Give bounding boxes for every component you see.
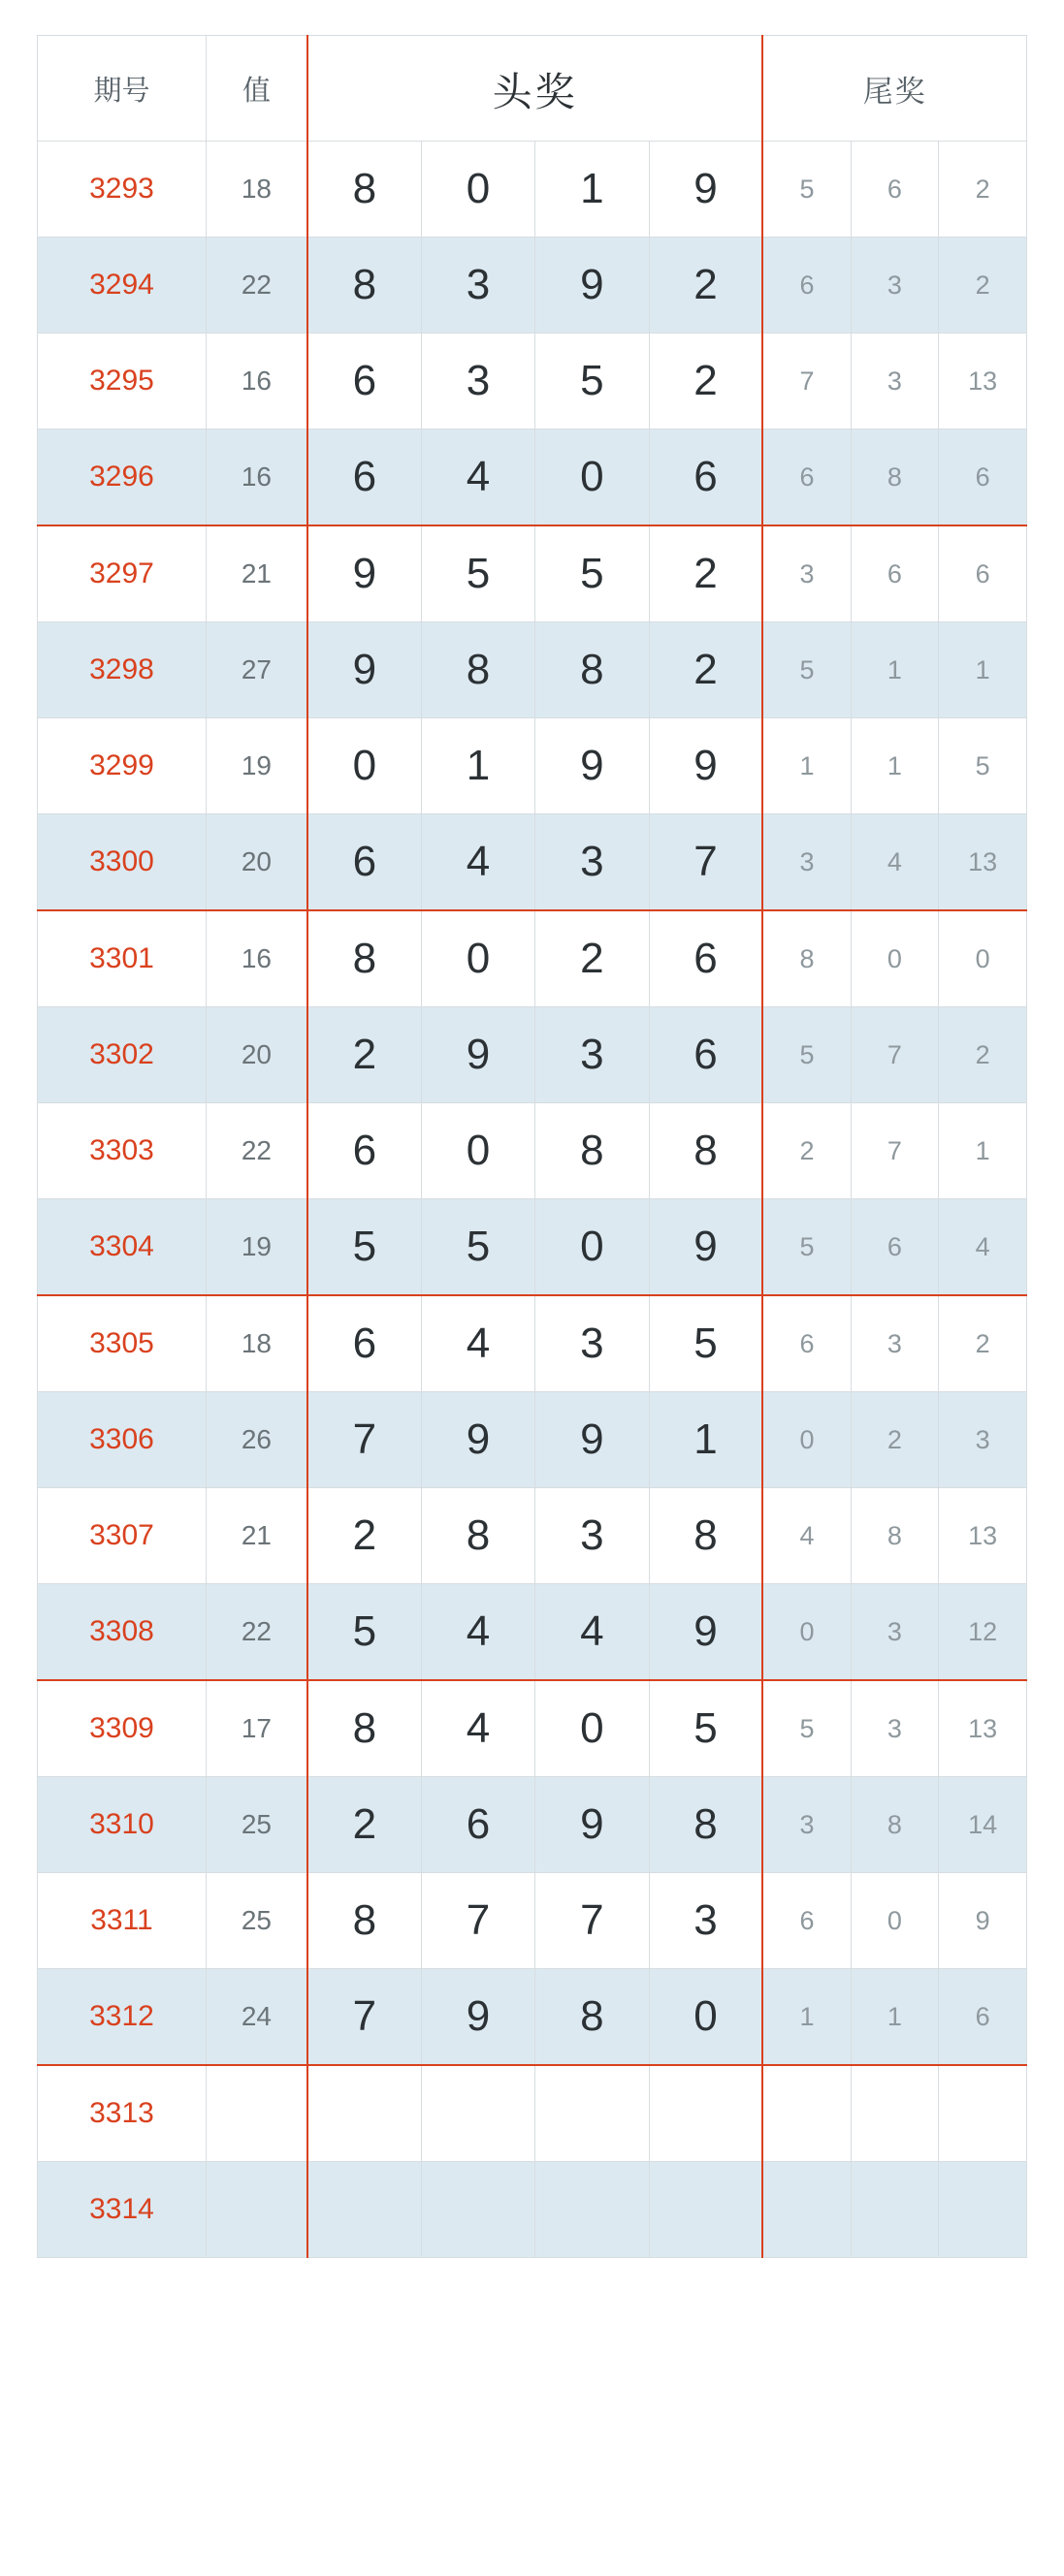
cell-value: 19 xyxy=(206,718,307,814)
cell-issue: 3299 xyxy=(38,718,207,814)
cell-value: 20 xyxy=(206,814,307,911)
cell-main-digit: 8 xyxy=(649,1103,762,1199)
cell-tail-number: 3 xyxy=(851,238,939,334)
cell-main-digit: 3 xyxy=(535,1295,649,1392)
cell-main-digit: 4 xyxy=(421,814,534,911)
cell-main-digit: 5 xyxy=(307,1199,421,1296)
cell-tail-number: 6 xyxy=(762,429,851,526)
cell-tail-number: 0 xyxy=(762,1392,851,1488)
cell-value: 22 xyxy=(206,238,307,334)
cell-tail-number xyxy=(939,2065,1027,2162)
cell-issue: 3301 xyxy=(38,910,207,1007)
cell-main-digit: 3 xyxy=(649,1873,762,1969)
cell-issue: 3293 xyxy=(38,142,207,238)
cell-main-digit: 8 xyxy=(307,1680,421,1777)
cell-main-digit xyxy=(421,2065,534,2162)
cell-main-digit xyxy=(535,2162,649,2258)
cell-tail-number: 6 xyxy=(762,1295,851,1392)
header-issue: 期号 xyxy=(38,36,207,142)
cell-tail-number: 8 xyxy=(851,1777,939,1873)
cell-main-digit: 8 xyxy=(535,1969,649,2066)
table-row xyxy=(38,1295,1027,1392)
cell-issue: 3307 xyxy=(38,1488,207,1584)
cell-tail-number: 6 xyxy=(851,1199,939,1296)
cell-main-digit: 6 xyxy=(649,429,762,526)
cell-main-digit: 8 xyxy=(421,622,534,718)
cell-value: 18 xyxy=(206,1295,307,1392)
cell-main-digit: 3 xyxy=(421,334,534,429)
cell-tail-number: 6 xyxy=(762,1873,851,1969)
cell-issue: 3295 xyxy=(38,334,207,429)
cell-tail-number: 6 xyxy=(939,1969,1027,2066)
cell-main-digit: 1 xyxy=(421,718,534,814)
cell-main-digit xyxy=(307,2065,421,2162)
cell-main-digit: 9 xyxy=(535,238,649,334)
cell-tail-number: 7 xyxy=(762,334,851,429)
cell-value: 27 xyxy=(206,622,307,718)
cell-main-digit xyxy=(535,2065,649,2162)
cell-issue: 3300 xyxy=(38,814,207,911)
cell-tail-number: 2 xyxy=(939,1007,1027,1103)
header-row xyxy=(38,36,1027,142)
cell-main-digit: 5 xyxy=(535,334,649,429)
cell-main-digit: 6 xyxy=(649,1007,762,1103)
cell-issue: 3294 xyxy=(38,238,207,334)
cell-value: 25 xyxy=(206,1873,307,1969)
cell-value: 18 xyxy=(206,142,307,238)
cell-main-digit: 9 xyxy=(421,1969,534,2066)
cell-main-digit: 8 xyxy=(649,1488,762,1584)
header-tail-prize: 尾奖 xyxy=(762,36,1026,142)
table-row xyxy=(38,1777,1027,1873)
cell-main-digit: 7 xyxy=(307,1969,421,2066)
cell-main-digit: 7 xyxy=(307,1392,421,1488)
cell-tail-number: 1 xyxy=(762,1969,851,2066)
cell-tail-number: 6 xyxy=(939,429,1027,526)
cell-main-digit: 9 xyxy=(535,718,649,814)
cell-tail-number: 4 xyxy=(762,1488,851,1584)
cell-tail-number: 4 xyxy=(939,1199,1027,1296)
cell-main-digit: 8 xyxy=(535,622,649,718)
cell-main-digit: 8 xyxy=(307,910,421,1007)
cell-main-digit: 9 xyxy=(307,622,421,718)
cell-tail-number xyxy=(762,2065,851,2162)
table-row xyxy=(38,1584,1027,1681)
cell-tail-number xyxy=(851,2065,939,2162)
cell-value xyxy=(206,2162,307,2258)
cell-issue: 3298 xyxy=(38,622,207,718)
cell-main-digit: 4 xyxy=(421,429,534,526)
cell-main-digit: 6 xyxy=(307,429,421,526)
cell-main-digit: 7 xyxy=(535,1873,649,1969)
cell-tail-number: 1 xyxy=(851,622,939,718)
table-row xyxy=(38,622,1027,718)
cell-tail-number: 2 xyxy=(939,1295,1027,1392)
cell-issue: 3305 xyxy=(38,1295,207,1392)
cell-tail-number: 3 xyxy=(851,1584,939,1681)
cell-issue: 3309 xyxy=(38,1680,207,1777)
cell-main-digit: 8 xyxy=(421,1488,534,1584)
cell-issue: 3311 xyxy=(38,1873,207,1969)
cell-tail-number: 13 xyxy=(939,1680,1027,1777)
cell-main-digit: 3 xyxy=(535,814,649,911)
cell-tail-number: 1 xyxy=(762,718,851,814)
cell-main-digit: 6 xyxy=(307,1103,421,1199)
cell-value: 20 xyxy=(206,1007,307,1103)
lottery-results-table xyxy=(37,35,1027,2258)
cell-tail-number: 2 xyxy=(939,142,1027,238)
cell-main-digit xyxy=(421,2162,534,2258)
table-header xyxy=(38,36,1027,142)
cell-tail-number: 5 xyxy=(762,1007,851,1103)
cell-tail-number: 7 xyxy=(851,1007,939,1103)
cell-tail-number: 7 xyxy=(851,1103,939,1199)
cell-main-digit: 2 xyxy=(649,238,762,334)
cell-tail-number xyxy=(851,2162,939,2258)
cell-main-digit: 2 xyxy=(649,525,762,622)
cell-main-digit: 0 xyxy=(535,429,649,526)
table-row xyxy=(38,334,1027,429)
cell-main-digit: 8 xyxy=(649,1777,762,1873)
cell-main-digit: 5 xyxy=(421,1199,534,1296)
cell-main-digit: 8 xyxy=(307,142,421,238)
cell-issue: 3304 xyxy=(38,1199,207,1296)
cell-tail-number: 3 xyxy=(762,1777,851,1873)
cell-tail-number: 3 xyxy=(762,525,851,622)
cell-tail-number: 5 xyxy=(762,1680,851,1777)
cell-main-digit: 5 xyxy=(649,1680,762,1777)
table-row xyxy=(38,1969,1027,2066)
cell-main-digit: 4 xyxy=(421,1584,534,1681)
table-row xyxy=(38,1873,1027,1969)
cell-tail-number: 1 xyxy=(939,622,1027,718)
table-row xyxy=(38,429,1027,526)
cell-tail-number: 2 xyxy=(851,1392,939,1488)
cell-tail-number: 14 xyxy=(939,1777,1027,1873)
cell-main-digit: 9 xyxy=(535,1392,649,1488)
cell-tail-number: 13 xyxy=(939,1488,1027,1584)
header-value: 值 xyxy=(206,36,307,142)
cell-issue: 3306 xyxy=(38,1392,207,1488)
cell-issue: 3308 xyxy=(38,1584,207,1681)
table-row xyxy=(38,525,1027,622)
cell-main-digit: 1 xyxy=(535,142,649,238)
cell-tail-number: 1 xyxy=(851,718,939,814)
cell-value: 16 xyxy=(206,334,307,429)
cell-main-digit: 9 xyxy=(649,1199,762,1296)
cell-value: 19 xyxy=(206,1199,307,1296)
table-row xyxy=(38,814,1027,911)
cell-tail-number: 2 xyxy=(762,1103,851,1199)
cell-main-digit: 2 xyxy=(649,334,762,429)
cell-main-digit: 2 xyxy=(307,1777,421,1873)
cell-main-digit: 6 xyxy=(421,1777,534,1873)
table-row xyxy=(38,1488,1027,1584)
cell-tail-number xyxy=(762,2162,851,2258)
cell-main-digit: 7 xyxy=(421,1873,534,1969)
cell-tail-number: 5 xyxy=(762,622,851,718)
cell-tail-number: 1 xyxy=(851,1969,939,2066)
table-row xyxy=(38,1007,1027,1103)
cell-main-digit: 8 xyxy=(535,1103,649,1199)
cell-main-digit: 9 xyxy=(649,1584,762,1681)
cell-value: 21 xyxy=(206,525,307,622)
cell-main-digit: 3 xyxy=(535,1007,649,1103)
cell-main-digit: 6 xyxy=(307,334,421,429)
cell-tail-number: 13 xyxy=(939,814,1027,911)
cell-main-digit: 5 xyxy=(421,525,534,622)
table-row xyxy=(38,910,1027,1007)
cell-tail-number: 5 xyxy=(939,718,1027,814)
cell-issue: 3297 xyxy=(38,525,207,622)
cell-tail-number: 8 xyxy=(851,1488,939,1584)
cell-tail-number: 3 xyxy=(851,1680,939,1777)
cell-main-digit: 5 xyxy=(649,1295,762,1392)
cell-main-digit: 4 xyxy=(535,1584,649,1681)
cell-main-digit: 9 xyxy=(421,1007,534,1103)
cell-issue: 3302 xyxy=(38,1007,207,1103)
table-row xyxy=(38,142,1027,238)
cell-main-digit: 0 xyxy=(649,1969,762,2066)
table-row xyxy=(38,1103,1027,1199)
table-row xyxy=(38,238,1027,334)
cell-main-digit: 5 xyxy=(535,525,649,622)
cell-issue: 3313 xyxy=(38,2065,207,2162)
table-body xyxy=(38,142,1027,2258)
cell-main-digit: 4 xyxy=(421,1295,534,1392)
cell-main-digit: 8 xyxy=(307,1873,421,1969)
cell-value: 25 xyxy=(206,1777,307,1873)
cell-value: 16 xyxy=(206,429,307,526)
cell-main-digit: 0 xyxy=(421,910,534,1007)
cell-main-digit: 9 xyxy=(535,1777,649,1873)
cell-main-digit: 7 xyxy=(649,814,762,911)
cell-main-digit: 0 xyxy=(535,1199,649,1296)
cell-main-digit: 0 xyxy=(535,1680,649,1777)
cell-tail-number: 1 xyxy=(939,1103,1027,1199)
cell-main-digit: 9 xyxy=(649,142,762,238)
table-row xyxy=(38,1392,1027,1488)
cell-tail-number: 6 xyxy=(939,525,1027,622)
cell-value: 16 xyxy=(206,910,307,1007)
cell-main-digit: 3 xyxy=(535,1488,649,1584)
table-row xyxy=(38,1199,1027,1296)
cell-value: 21 xyxy=(206,1488,307,1584)
cell-main-digit xyxy=(307,2162,421,2258)
table-row xyxy=(38,718,1027,814)
cell-main-digit: 6 xyxy=(649,910,762,1007)
cell-tail-number xyxy=(939,2162,1027,2258)
cell-tail-number: 9 xyxy=(939,1873,1027,1969)
cell-tail-number: 0 xyxy=(762,1584,851,1681)
cell-main-digit: 2 xyxy=(307,1488,421,1584)
cell-tail-number: 5 xyxy=(762,1199,851,1296)
cell-main-digit: 9 xyxy=(649,718,762,814)
cell-tail-number: 0 xyxy=(851,910,939,1007)
cell-main-digit: 4 xyxy=(421,1680,534,1777)
cell-value: 17 xyxy=(206,1680,307,1777)
cell-tail-number: 0 xyxy=(939,910,1027,1007)
cell-main-digit: 3 xyxy=(421,238,534,334)
cell-tail-number: 5 xyxy=(762,142,851,238)
cell-tail-number: 0 xyxy=(851,1873,939,1969)
cell-value xyxy=(206,2065,307,2162)
cell-issue: 3310 xyxy=(38,1777,207,1873)
table-row xyxy=(38,2065,1027,2162)
cell-tail-number: 8 xyxy=(762,910,851,1007)
cell-tail-number: 6 xyxy=(851,142,939,238)
cell-issue: 3303 xyxy=(38,1103,207,1199)
cell-tail-number: 6 xyxy=(851,525,939,622)
cell-main-digit: 9 xyxy=(307,525,421,622)
cell-value: 22 xyxy=(206,1584,307,1681)
cell-main-digit: 9 xyxy=(421,1392,534,1488)
cell-tail-number: 3 xyxy=(939,1392,1027,1488)
cell-value: 24 xyxy=(206,1969,307,2066)
cell-tail-number: 12 xyxy=(939,1584,1027,1681)
cell-main-digit: 8 xyxy=(307,238,421,334)
cell-main-digit: 0 xyxy=(421,142,534,238)
cell-value: 22 xyxy=(206,1103,307,1199)
cell-tail-number: 3 xyxy=(762,814,851,911)
table-row xyxy=(38,2162,1027,2258)
cell-main-digit xyxy=(649,2065,762,2162)
cell-issue: 3296 xyxy=(38,429,207,526)
cell-main-digit: 2 xyxy=(307,1007,421,1103)
cell-main-digit: 2 xyxy=(649,622,762,718)
cell-tail-number: 4 xyxy=(851,814,939,911)
cell-issue: 3314 xyxy=(38,2162,207,2258)
cell-main-digit: 6 xyxy=(307,1295,421,1392)
cell-main-digit: 5 xyxy=(307,1584,421,1681)
cell-main-digit: 0 xyxy=(421,1103,534,1199)
cell-tail-number: 13 xyxy=(939,334,1027,429)
cell-tail-number: 3 xyxy=(851,334,939,429)
cell-tail-number: 2 xyxy=(939,238,1027,334)
cell-main-digit: 2 xyxy=(535,910,649,1007)
cell-main-digit: 6 xyxy=(307,814,421,911)
cell-tail-number: 3 xyxy=(851,1295,939,1392)
cell-value: 26 xyxy=(206,1392,307,1488)
cell-main-digit: 0 xyxy=(307,718,421,814)
cell-main-digit: 1 xyxy=(649,1392,762,1488)
cell-issue: 3312 xyxy=(38,1969,207,2066)
table-row xyxy=(38,1680,1027,1777)
cell-tail-number: 8 xyxy=(851,429,939,526)
cell-tail-number: 6 xyxy=(762,238,851,334)
header-main-prize: 头奖 xyxy=(307,36,762,142)
cell-main-digit xyxy=(649,2162,762,2258)
